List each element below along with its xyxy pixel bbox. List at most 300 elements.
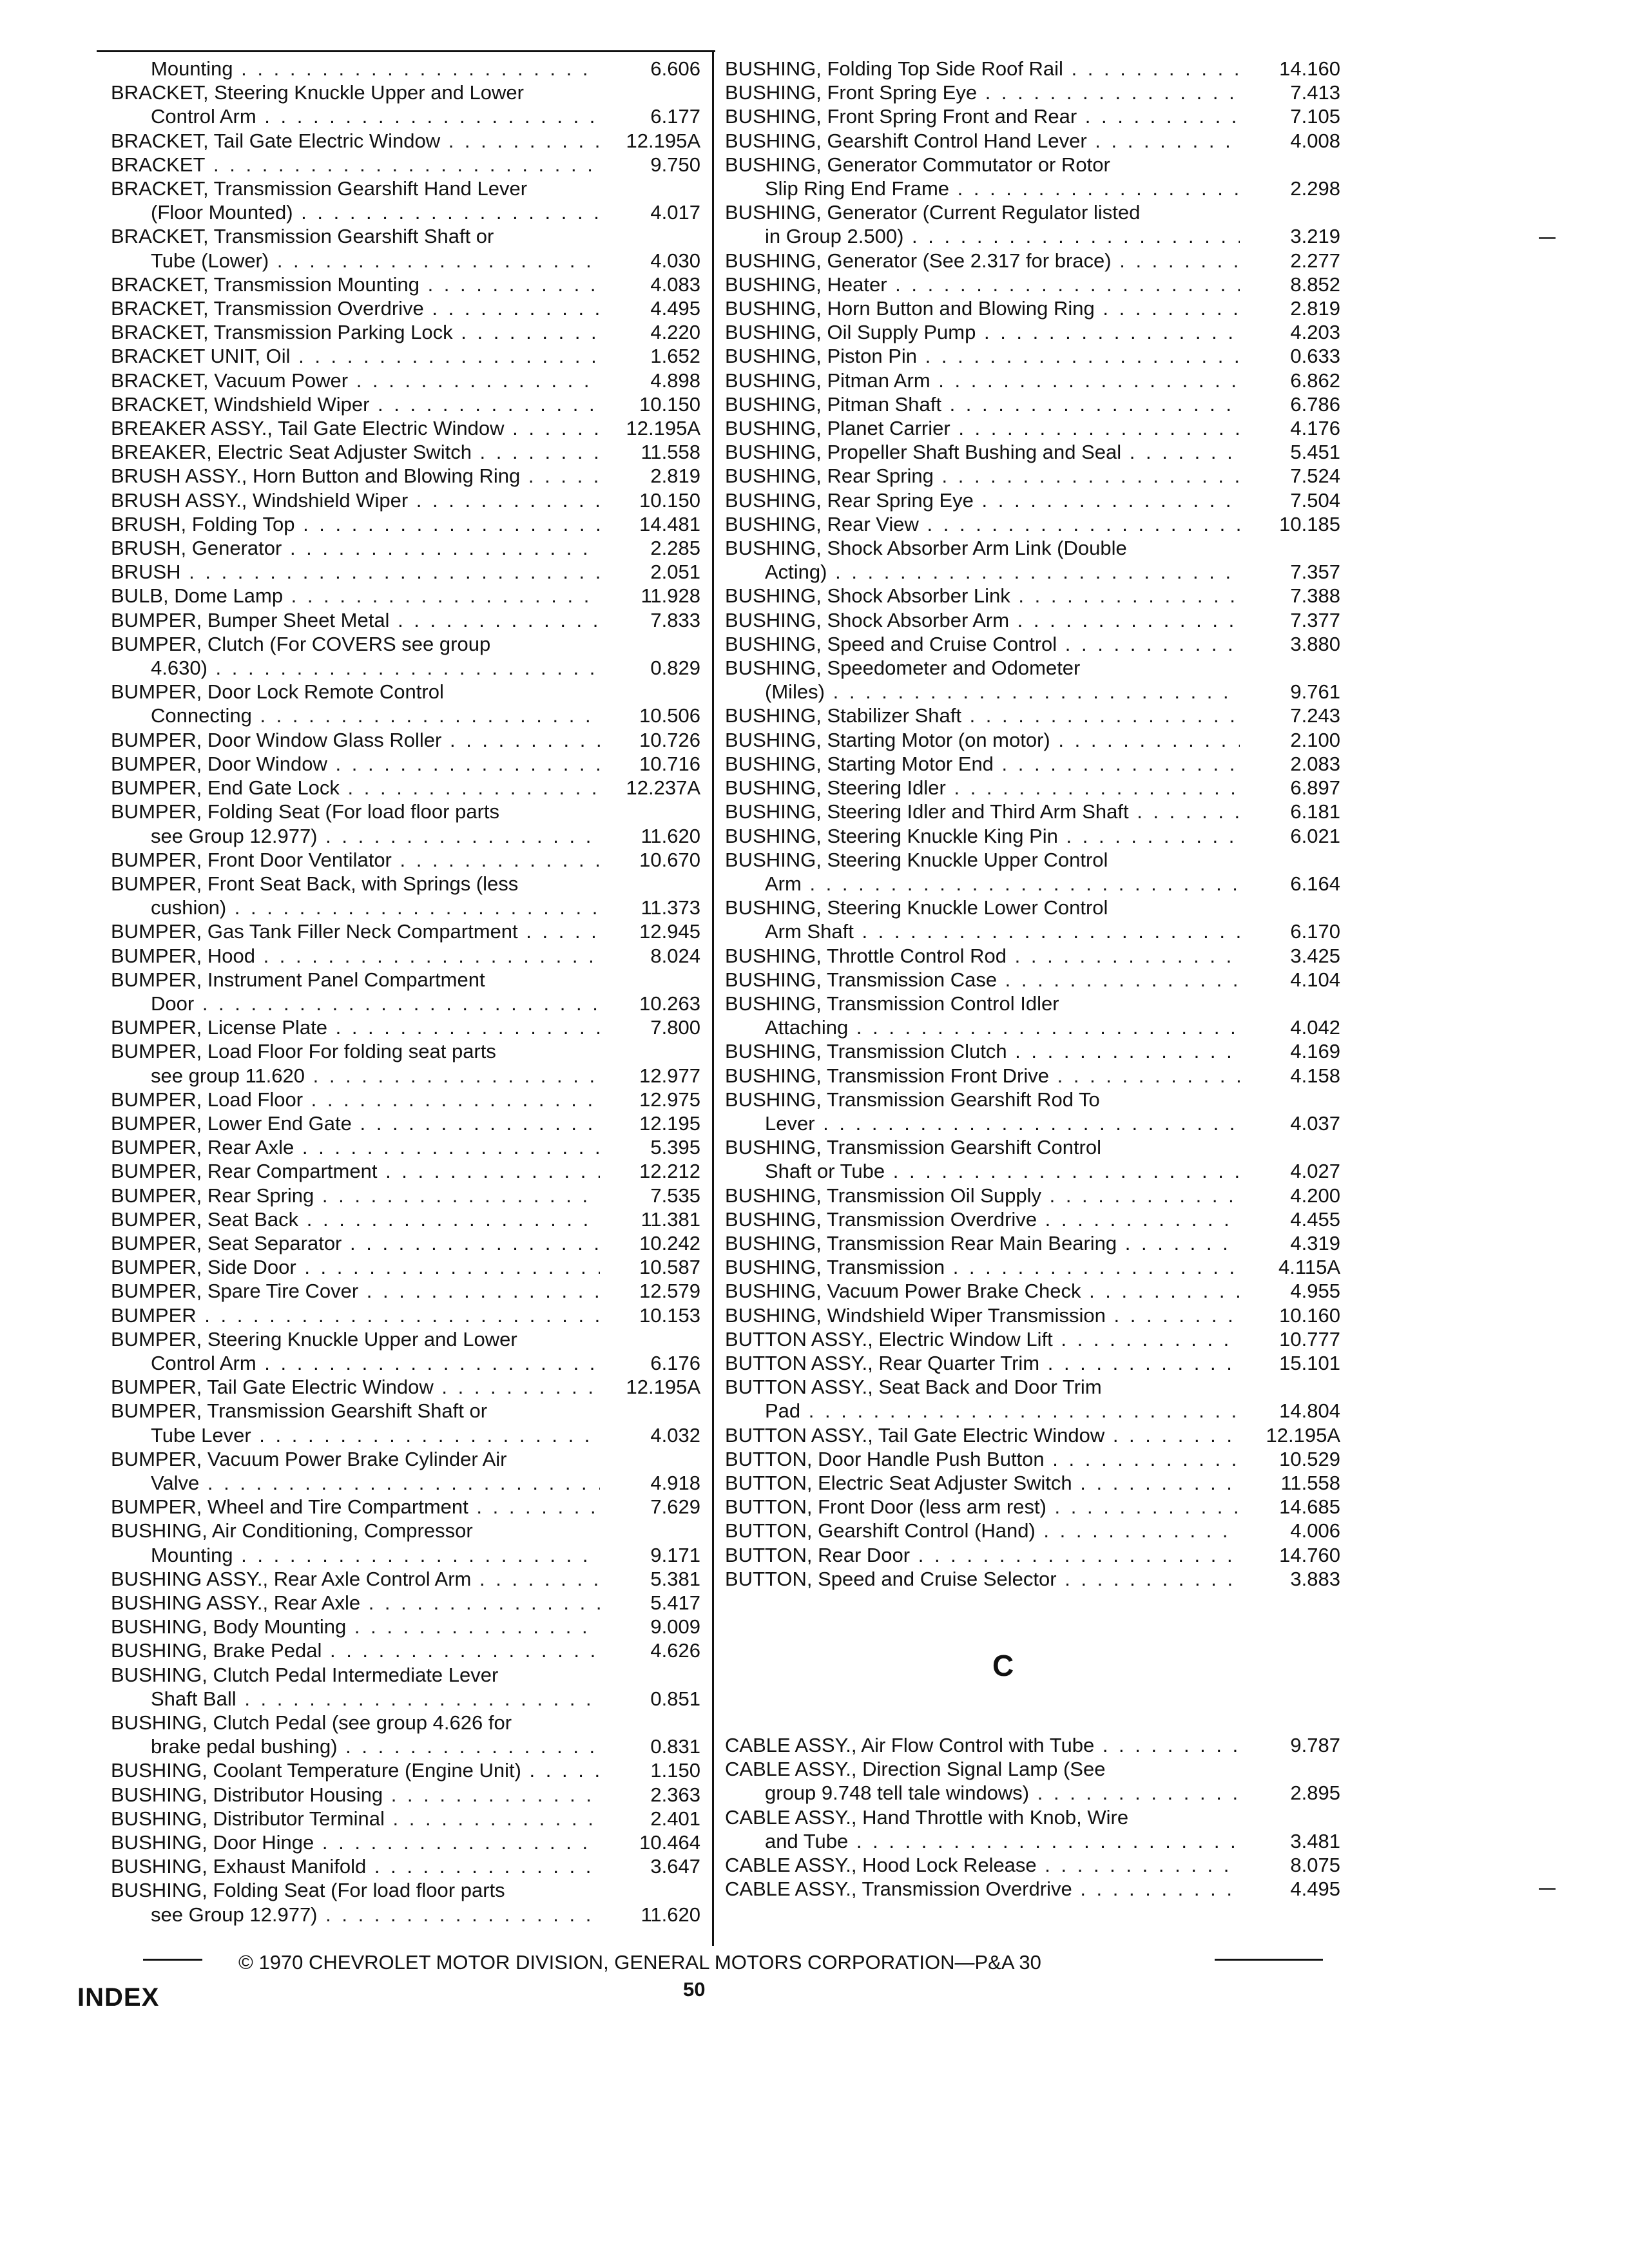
entry-title: BUSHING, Pitman Arm . . .: [725, 369, 1240, 392]
index-entry: [725, 488, 1340, 512]
index-entry: [725, 440, 1340, 464]
entry-group-number: 10.464: [639, 1831, 700, 1854]
index-entry: [725, 369, 1340, 392]
entry-group-number: 0.831: [650, 1735, 700, 1758]
edge-tick-mark: [1539, 1888, 1556, 1890]
index-entry: [725, 1519, 1340, 1542]
entry-continuation: Pad . . .: [765, 1399, 1240, 1423]
index-entry: [725, 200, 1340, 248]
index-entry: [111, 584, 700, 608]
entry-title: BUSHING, Pitman Shaft . . .: [725, 392, 1240, 416]
index-entry: [111, 81, 700, 128]
entry-title: BUSHING, Steering Knuckle King Pin . . .: [725, 824, 1240, 848]
entry-title: BRUSH, Folding Top . . .: [111, 512, 600, 536]
entry-title: BRUSH, Generator . . .: [111, 536, 600, 560]
index-entry: [725, 1877, 1340, 1901]
entry-title: CABLE ASSY., Direction Signal Lamp (See: [725, 1758, 1106, 1781]
entry-title: BULB, Dome Lamp . . .: [111, 584, 600, 608]
entry-continuation: brake pedal bushing) . . .: [151, 1735, 600, 1758]
entry-title: BUSHING ASSY., Rear Axle . . .: [111, 1591, 600, 1615]
entry-group-number: 2.895: [1290, 1782, 1340, 1805]
index-entry: [725, 1088, 1340, 1135]
entry-group-number: 7.833: [650, 608, 700, 631]
index-entry: [111, 1758, 700, 1782]
entry-group-number: 14.685: [1279, 1495, 1340, 1519]
entry-group-number: 3.883: [1290, 1567, 1340, 1590]
entry-title: BUSHING, Windshield Wiper Transmission . . .: [725, 1303, 1240, 1327]
entry-continuation: Control Arm . . .: [151, 1351, 600, 1375]
index-entry: [725, 273, 1340, 296]
entry-title: BUSHING, Coolant Temperature (Engine Unit) . . .: [111, 1758, 600, 1782]
entry-title: BRACKET . . .: [111, 153, 600, 177]
entry-continuation: Valve . . .: [151, 1471, 600, 1495]
entry-group-number: 10.587: [639, 1256, 700, 1279]
entry-group-number: 4.008: [1290, 129, 1340, 152]
entry-continuation: Control Arm . . .: [151, 104, 600, 128]
index-entry: [111, 1327, 700, 1375]
entry-group-number: 2.819: [1290, 297, 1340, 320]
entry-title: BRACKET, Steering Knuckle Upper and Lower: [111, 81, 524, 104]
entry-group-number: 4.918: [650, 1471, 700, 1494]
column-divider: [712, 52, 714, 1946]
entry-group-number: 2.298: [1290, 177, 1340, 200]
entry-group-number: 9.750: [650, 153, 700, 176]
entry-title: BUMPER, Instrument Panel Compartment: [111, 968, 485, 991]
entry-title: BRACKET, Windshield Wiper . . .: [111, 392, 600, 416]
entry-group-number: 7.105: [1290, 105, 1340, 128]
entry-title: CABLE ASSY., Hand Throttle with Knob, Wire: [725, 1805, 1129, 1829]
index-entry: [725, 249, 1340, 273]
entry-title: BUSHING, Front Spring Front and Rear . . .: [725, 104, 1240, 128]
entry-title: BRACKET UNIT, Oil . . .: [111, 344, 600, 368]
entry-title: BUSHING, Throttle Control Rod . . .: [725, 944, 1240, 968]
entry-continuation: Shaft Ball . . .: [151, 1687, 600, 1711]
index-entry: [725, 81, 1340, 104]
entry-group-number: 9.009: [650, 1615, 700, 1639]
entry-group-number: 7.377: [1290, 608, 1340, 631]
entry-group-number: 2.819: [650, 465, 700, 488]
index-entry: [725, 416, 1340, 440]
entry-group-number: 0.829: [650, 657, 700, 680]
entry-title: BUSHING, Brake Pedal . . .: [111, 1639, 600, 1662]
index-entry: [725, 1135, 1340, 1183]
entry-continuation: group 9.748 tell tale windows) . . .: [765, 1781, 1240, 1805]
entry-continuation: (Miles) . . .: [765, 680, 1240, 704]
index-entry: [111, 296, 700, 320]
index-entry: [111, 320, 700, 344]
entry-group-number: 4.006: [1290, 1519, 1340, 1542]
entry-title: BUSHING, Transmission Clutch . . .: [725, 1039, 1240, 1063]
entry-continuation: Arm . . .: [765, 872, 1240, 896]
entry-continuation: Slip Ring End Frame . . .: [765, 177, 1240, 200]
entry-title: BUSHING, Steering Knuckle Upper Control: [725, 848, 1108, 871]
entry-title: BUMPER, Steering Knuckle Upper and Lower: [111, 1327, 517, 1350]
footer-rule-right: [1215, 1959, 1323, 1961]
entry-title: CABLE ASSY., Air Flow Control with Tube . . .: [725, 1733, 1240, 1757]
index-entry: [725, 992, 1340, 1039]
entry-continuation: in Group 2.500) . . .: [765, 224, 1240, 248]
entry-group-number: 4.115A: [1278, 1256, 1340, 1279]
entry-group-number: 11.558: [641, 441, 700, 464]
index-entry: [111, 1399, 700, 1446]
index-entry: [111, 848, 700, 872]
entry-group-number: 12.195: [639, 1111, 700, 1135]
footer-copyright: © 1970 CHEVROLET MOTOR DIVISION, GENERAL MOTORS CORPORATION—P&A 30: [238, 1951, 1041, 1974]
entry-title: BUSHING, Transmission Control Idler: [725, 992, 1059, 1015]
entry-group-number: 14.481: [639, 512, 700, 535]
entry-title: BUSHING, Transmission Rear Main Bearing . . .: [725, 1231, 1240, 1255]
entry-group-number: 10.716: [639, 752, 700, 775]
index-entry: [725, 1375, 1340, 1423]
index-entry: [725, 1039, 1340, 1063]
entry-continuation: Mounting . . .: [151, 57, 600, 81]
entry-title: BUSHING, Steering Idler . . .: [725, 776, 1240, 800]
entry-group-number: 11.381: [641, 1207, 700, 1231]
index-entry: [111, 1591, 700, 1615]
index-entry: [725, 1447, 1340, 1471]
index-entry: [111, 1231, 700, 1255]
entry-group-number: 4.176: [1290, 417, 1340, 440]
entry-title: BUTTON, Gearshift Control (Hand) . . .: [725, 1519, 1240, 1542]
entry-title: BUSHING, Gearshift Control Hand Lever . . .: [725, 129, 1240, 153]
entry-group-number: 10.242: [639, 1231, 700, 1254]
entry-group-number: 1.652: [650, 345, 700, 368]
entry-title: BUTTON ASSY., Electric Window Lift . . .: [725, 1327, 1240, 1351]
index-entry: [725, 296, 1340, 320]
index-entry: [111, 680, 700, 727]
entry-group-number: 7.535: [650, 1184, 700, 1207]
entry-group-number: 5.381: [650, 1567, 700, 1590]
entry-title: BUMPER . . .: [111, 1303, 600, 1327]
entry-title: BUSHING, Generator Commutator or Rotor: [725, 153, 1110, 176]
entry-group-number: 9.171: [650, 1543, 700, 1566]
entry-group-number: 6.021: [1290, 824, 1340, 847]
index-entry: [111, 968, 700, 1015]
entry-title: BUMPER, Bumper Sheet Metal . . .: [111, 608, 600, 632]
entry-title: BUSHING, Rear View . . .: [725, 512, 1240, 536]
entry-group-number: 2.363: [650, 1783, 700, 1806]
entry-group-number: 8.024: [650, 944, 700, 967]
index-entry: [725, 752, 1340, 776]
c-section-entries: [725, 1733, 1340, 1901]
index-entry: [111, 800, 700, 847]
index-entry: [111, 1015, 700, 1039]
entry-title: BRACKET, Tail Gate Electric Window . . .: [111, 129, 600, 153]
entry-group-number: 14.160: [1279, 57, 1340, 80]
entry-title: BRUSH ASSY., Horn Button and Blowing Ring . . .: [111, 464, 600, 488]
entry-title: BUSHING, Transmission Oil Supply . . .: [725, 1184, 1240, 1207]
entry-group-number: 3.481: [1290, 1829, 1340, 1852]
entry-title: BUMPER, Front Seat Back, with Springs (less: [111, 872, 519, 895]
entry-group-number: 6.170: [1290, 920, 1340, 943]
index-entry: [725, 656, 1340, 704]
entry-title: BUMPER, Gas Tank Filler Neck Compartment . . .: [111, 919, 600, 943]
index-entry: [725, 800, 1340, 823]
index-entry: [111, 1854, 700, 1878]
index-entry: [111, 369, 700, 392]
entry-title: BUMPER, License Plate . . .: [111, 1015, 600, 1039]
index-entry: [725, 1303, 1340, 1327]
right-column: [725, 57, 1340, 1591]
entry-title: BUSHING, Starting Motor (on motor) . . .: [725, 728, 1240, 752]
entry-title: BUMPER, Rear Compartment . . .: [111, 1159, 600, 1183]
index-entry: [725, 1423, 1340, 1447]
index-entry: [111, 1184, 700, 1207]
entry-group-number: 2.051: [650, 561, 700, 584]
entry-group-number: 3.219: [1290, 225, 1340, 248]
index-entry: [111, 536, 700, 560]
index-entry: [725, 584, 1340, 608]
entry-title: BUSHING, Door Hinge . . .: [111, 1831, 600, 1854]
index-entry: [725, 1279, 1340, 1303]
index-entry: [725, 1567, 1340, 1591]
entry-title: BUTTON ASSY., Seat Back and Door Trim: [725, 1376, 1102, 1399]
entry-group-number: 12.195A: [626, 129, 700, 152]
index-entry: [725, 704, 1340, 727]
entry-group-number: 4.042: [1290, 1016, 1340, 1039]
entry-continuation: cushion) . . .: [151, 896, 600, 919]
index-entry: [111, 1639, 700, 1662]
index-entry: [111, 1831, 700, 1854]
entry-group-number: 4.169: [1290, 1040, 1340, 1063]
entry-title: BUSHING, Transmission Gearshift Rod To: [725, 1088, 1100, 1111]
entry-title: BUMPER, Rear Spring . . .: [111, 1184, 600, 1207]
index-entry: [111, 1711, 700, 1758]
index-entry: [111, 488, 700, 512]
entry-group-number: 5.451: [1290, 441, 1340, 464]
entry-continuation: see Group 12.977) . . .: [151, 824, 600, 848]
index-entry: [111, 416, 700, 440]
entry-group-number: 6.897: [1290, 776, 1340, 800]
index-entry: [725, 104, 1340, 128]
entry-title: BRACKET, Vacuum Power . . .: [111, 369, 600, 392]
index-entry: [725, 1064, 1340, 1088]
entry-title: BREAKER, Electric Seat Adjuster Switch . . .: [111, 440, 600, 464]
entry-group-number: 11.620: [641, 824, 700, 847]
entry-title: BUSHING, Clutch Pedal Intermediate Lever: [111, 1663, 499, 1686]
entry-group-number: 4.220: [650, 321, 700, 344]
entry-title: BUSHING, Rear Spring Eye . . .: [725, 488, 1240, 512]
index-entry: [111, 177, 700, 224]
entry-title: BUMPER, Vacuum Power Brake Cylinder Air: [111, 1447, 507, 1470]
entry-title: BRACKET, Transmission Overdrive . . .: [111, 296, 600, 320]
entry-continuation: Connecting . . .: [151, 704, 600, 727]
index-entry: [725, 1231, 1340, 1255]
entry-title: BUTTON, Speed and Cruise Selector . . .: [725, 1567, 1240, 1591]
index-entry: [111, 1495, 700, 1519]
entry-group-number: 12.977: [639, 1064, 700, 1087]
entry-title: CABLE ASSY., Transmission Overdrive . . .: [725, 1877, 1240, 1901]
index-entry: [111, 632, 700, 680]
entry-continuation: 4.630) . . .: [151, 656, 600, 680]
index-entry: [111, 1039, 700, 1087]
index-entry: [111, 57, 700, 81]
entry-title: BUMPER, Door Window Glass Roller . . .: [111, 728, 600, 752]
entry-group-number: 4.037: [1290, 1111, 1340, 1135]
entry-title: BRACKET, Transmission Mounting . . .: [111, 273, 600, 296]
index-entry: [111, 153, 700, 177]
entry-group-number: 4.495: [1290, 1878, 1340, 1901]
entry-group-number: 4.030: [650, 249, 700, 272]
entry-continuation: Tube (Lower) . . .: [151, 249, 600, 273]
entry-group-number: 0.633: [1290, 345, 1340, 368]
entry-continuation: see group 11.620 . . .: [151, 1064, 600, 1088]
entry-title: BUSHING, Distributor Terminal . . .: [111, 1807, 600, 1831]
entry-continuation: (Floor Mounted) . . .: [151, 200, 600, 224]
entry-title: BUSHING, Oil Supply Pump . . .: [725, 320, 1240, 344]
index-entry: [111, 129, 700, 153]
index-entry: [111, 872, 700, 919]
entry-title: BUSHING, Shock Absorber Arm . . .: [725, 608, 1240, 632]
entry-title: BUSHING, Speedometer and Odometer: [725, 657, 1081, 680]
entry-title: BUSHING, Air Conditioning, Compressor: [111, 1519, 473, 1542]
entry-group-number: 4.017: [650, 201, 700, 224]
entry-title: BUSHING, Clutch Pedal (see group 4.626 for: [111, 1711, 512, 1735]
entry-group-number: 7.357: [1290, 561, 1340, 584]
index-entry: [111, 560, 700, 584]
entry-group-number: 4.495: [650, 297, 700, 320]
entry-title: BRUSH . . .: [111, 560, 600, 584]
entry-title: BUSHING, Transmission Case . . .: [725, 968, 1240, 992]
entry-title: BRACKET, Transmission Gearshift Hand Lever: [111, 177, 528, 200]
entry-title: BUMPER, Load Floor . . .: [111, 1088, 600, 1111]
index-entry: [725, 512, 1340, 536]
entry-title: BUSHING, Steering Idler and Third Arm Shaft . . .: [725, 800, 1240, 823]
index-entry: [725, 968, 1340, 992]
entry-continuation: Arm Shaft . . .: [765, 919, 1240, 943]
page-number: 50: [683, 1978, 706, 2001]
entry-continuation: and Tube . . .: [765, 1829, 1240, 1853]
index-entry: [111, 1135, 700, 1159]
entry-title: BUSHING, Front Spring Eye . . .: [725, 81, 1240, 104]
entry-title: BUSHING, Body Mounting . . .: [111, 1615, 600, 1639]
index-entry: [111, 464, 700, 488]
entry-title: BUSHING, Generator (See 2.317 for brace) . . .: [725, 249, 1240, 273]
entry-group-number: 10.529: [1279, 1447, 1340, 1470]
entry-title: BUTTON, Front Door (less arm rest) . . .: [725, 1495, 1240, 1519]
entry-title: BUMPER, Hood . . .: [111, 944, 600, 968]
index-entry: [725, 1471, 1340, 1495]
entry-group-number: 10.185: [1279, 512, 1340, 535]
entry-group-number: 10.263: [639, 992, 700, 1015]
index-entry: [725, 608, 1340, 632]
entry-title: BUMPER, Folding Seat (For load floor parts: [111, 800, 500, 823]
entry-group-number: 7.524: [1290, 465, 1340, 488]
entry-group-number: 6.862: [1290, 369, 1340, 392]
entry-group-number: 7.413: [1290, 81, 1340, 104]
entry-continuation: Door . . .: [151, 992, 600, 1015]
entry-title: BRUSH ASSY., Windshield Wiper . . .: [111, 488, 600, 512]
entry-continuation: Mounting . . .: [151, 1543, 600, 1567]
entry-group-number: 10.153: [639, 1303, 700, 1327]
entry-group-number: 6.164: [1290, 872, 1340, 895]
entry-continuation: Tube Lever . . .: [151, 1423, 600, 1447]
index-entry: [111, 1783, 700, 1807]
index-entry: [111, 1519, 700, 1566]
entry-continuation: Shaft or Tube . . .: [765, 1159, 1240, 1183]
index-entry: [111, 608, 700, 632]
entry-group-number: 2.100: [1290, 728, 1340, 751]
entry-title: BUSHING, Rear Spring . . .: [725, 464, 1240, 488]
entry-title: BUSHING, Steering Knuckle Lower Control: [725, 896, 1108, 919]
entry-title: BUMPER, Side Door . . .: [111, 1255, 600, 1279]
index-entry: [111, 1663, 700, 1711]
index-entry: [111, 1159, 700, 1183]
entry-group-number: 11.558: [1280, 1471, 1340, 1494]
entry-group-number: 0.851: [650, 1687, 700, 1710]
entry-group-number: 9.761: [1290, 680, 1340, 704]
index-entry: [725, 1255, 1340, 1279]
index-entry: [111, 1279, 700, 1303]
entry-group-number: 6.606: [650, 57, 700, 80]
index-entry: [725, 728, 1340, 752]
entry-title: BUSHING, Stabilizer Shaft . . .: [725, 704, 1240, 727]
entry-continuation: see Group 12.977) . . .: [151, 1903, 600, 1927]
entry-group-number: 10.150: [639, 488, 700, 512]
index-entry: [111, 944, 700, 968]
footer-rule-left: [143, 1959, 202, 1961]
entry-title: BUSHING, Transmission Gearshift Control: [725, 1136, 1102, 1159]
index-entry: [725, 632, 1340, 656]
entry-title: BUMPER, Door Window . . .: [111, 752, 600, 776]
entry-group-number: 3.425: [1290, 944, 1340, 967]
entry-group-number: 10.777: [1279, 1327, 1340, 1350]
entry-group-number: 4.158: [1290, 1064, 1340, 1087]
section-letter: C: [992, 1649, 1014, 1682]
entry-title: BRACKET, Transmission Parking Lock . . .: [111, 320, 600, 344]
entry-group-number: 5.417: [650, 1591, 700, 1614]
entry-group-number: 12.212: [639, 1160, 700, 1183]
index-entry: [111, 1807, 700, 1831]
index-entry: [111, 1303, 700, 1327]
entry-group-number: 10.160: [1279, 1303, 1340, 1327]
index-entry: [725, 1207, 1340, 1231]
entry-group-number: 3.647: [650, 1855, 700, 1878]
entry-group-number: 4.203: [1290, 321, 1340, 344]
entry-title: BUSHING, Folding Seat (For load floor parts: [111, 1879, 505, 1902]
entry-group-number: 4.200: [1290, 1184, 1340, 1207]
entry-group-number: 7.504: [1290, 488, 1340, 512]
index-entry: [111, 1375, 700, 1399]
entry-group-number: 2.401: [650, 1807, 700, 1830]
entry-title: CABLE ASSY., Hood Lock Release . . .: [725, 1853, 1240, 1877]
entry-title: BUSHING, Propeller Shaft Bushing and Seal . . .: [725, 440, 1240, 464]
entry-group-number: 4.032: [650, 1423, 700, 1446]
entry-group-number: 12.579: [639, 1280, 700, 1303]
entry-group-number: 8.852: [1290, 273, 1340, 296]
entry-group-number: 4.898: [650, 369, 700, 392]
entry-title: BUMPER, Load Floor For folding seat parts: [111, 1040, 496, 1063]
entry-group-number: 2.083: [1290, 752, 1340, 775]
entry-title: BUSHING, Horn Button and Blowing Ring . . .: [725, 296, 1240, 320]
entry-group-number: 5.395: [650, 1136, 700, 1159]
index-entry: [725, 896, 1340, 943]
entry-title: BUSHING, Vacuum Power Brake Check . . .: [725, 1279, 1240, 1303]
index-entry: [725, 129, 1340, 153]
entry-group-number: 12.237A: [626, 776, 700, 800]
entry-title: BUMPER, Seat Back . . .: [111, 1207, 600, 1231]
entry-title: BUSHING, Starting Motor End . . .: [725, 752, 1240, 776]
index-entry: [111, 752, 700, 776]
entry-group-number: 10.726: [639, 728, 700, 751]
entry-group-number: 9.787: [1290, 1734, 1340, 1756]
index-entry: [725, 1543, 1340, 1567]
index-entry: [111, 512, 700, 536]
entry-title: BUMPER, Door Lock Remote Control: [111, 680, 444, 704]
entry-group-number: 8.075: [1290, 1854, 1340, 1877]
index-entry: [725, 320, 1340, 344]
index-entry: [111, 1111, 700, 1135]
